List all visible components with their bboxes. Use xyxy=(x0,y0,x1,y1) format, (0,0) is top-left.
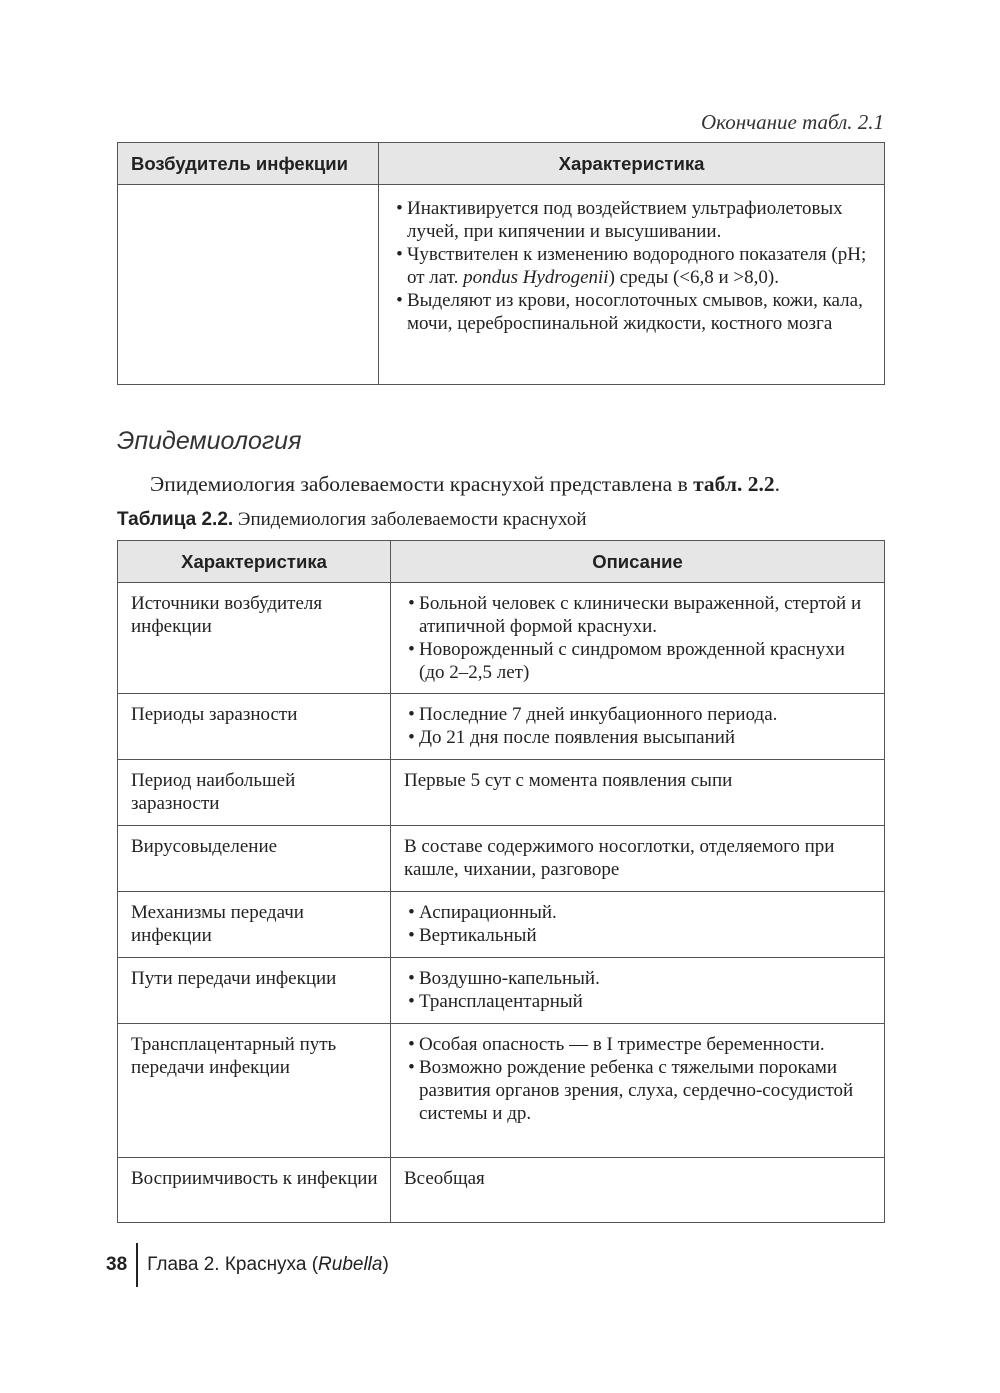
row-description xyxy=(391,892,885,958)
bullet-item: • Возможно рождение ребенка с тяжелыми пороками развития органов зрения, слуха, сердечно-сосудистой системы и др. xyxy=(404,1056,872,1125)
row-label: Источники возбудителя инфекции xyxy=(118,583,391,694)
row-description xyxy=(391,1024,885,1158)
bullet-item: • Аспирационный. xyxy=(404,901,872,924)
bullet-item: • Вертикальный xyxy=(404,924,872,947)
text: ) xyxy=(382,1254,389,1275)
table-2-2 xyxy=(117,540,885,1223)
column-header: Характеристика xyxy=(379,143,885,185)
text: Чувствителен к изменению водородного показателя (pH; от лат. xyxy=(407,244,867,288)
table-header-row xyxy=(118,541,885,583)
table-row xyxy=(118,826,885,892)
column-header: Возбудитель инфекции xyxy=(118,143,379,185)
row-label: Пути передачи инфекции xyxy=(118,958,391,1024)
bullet-item: • Воздушно-капельный. xyxy=(404,967,872,990)
bullet-item xyxy=(392,289,872,335)
table-row xyxy=(118,1024,885,1158)
row-label: Период наибольшей заразности xyxy=(118,760,391,826)
bullet-item: • Новорожденный с синдромом врожденной краснухи (до 2–2,5 лет) xyxy=(404,638,872,684)
bullet-item: • До 21 дня после появления высыпаний xyxy=(404,726,872,749)
row-description xyxy=(391,694,885,760)
table-row xyxy=(118,694,885,760)
bullet-item: • Больной человек с клинически выраженной, стертой и атипичной формой краснухи. xyxy=(404,592,872,638)
row-description: В составе содержимого носоглотки, отделяемого при кашле, чихании, разговоре xyxy=(391,826,885,892)
bullet-item xyxy=(392,243,872,289)
table-continuation-label: Окончание табл. 2.1 xyxy=(701,110,884,134)
table-row xyxy=(118,185,885,385)
table-row xyxy=(118,583,885,694)
bullet-item: • Трансплацентарный xyxy=(404,990,872,1013)
caption-text: Эпидемиология заболеваемости краснухой xyxy=(233,509,587,530)
row-description: Всеобщая xyxy=(391,1158,885,1223)
latin-term: pondus Hydrogenii xyxy=(463,267,609,288)
bullet-item: • Последние 7 дней инкубационного периода. xyxy=(404,703,872,726)
row-label: Вирусовыделение xyxy=(118,826,391,892)
column-header: Характеристика xyxy=(118,541,391,583)
table-row xyxy=(118,958,885,1024)
text: Эпидемиология заболеваемости краснухой представлена в xyxy=(150,472,694,496)
paragraph xyxy=(150,472,780,497)
table-reference: табл. 2.2 xyxy=(693,472,775,496)
text: ) среды (<6,8 и >8,0). xyxy=(608,267,779,288)
section-heading: Эпидемиология xyxy=(117,427,302,455)
row-label: Периоды заразности xyxy=(118,694,391,760)
column-header: Описание xyxy=(391,541,885,583)
text: Выделяют из крови, носоглоточных смывов, кожи, кала, мочи, цереброспинальной жидкости, костного мозга xyxy=(407,290,863,334)
row-description xyxy=(391,958,885,1024)
text: . xyxy=(774,472,780,496)
page-footer xyxy=(106,1243,389,1287)
table-cell xyxy=(379,185,885,385)
table-caption xyxy=(117,509,587,531)
table-row xyxy=(118,1158,885,1223)
table-row xyxy=(118,892,885,958)
table-row xyxy=(118,760,885,826)
page-number: 38 xyxy=(106,1254,128,1275)
row-label: Восприимчивость к инфекции xyxy=(118,1158,391,1223)
table-2-1-continued xyxy=(117,142,885,385)
text: Инактивируется под воздействием ультрафиолетовых лучей, при кипячении и высушивании. xyxy=(407,198,843,242)
latin-name: Rubella xyxy=(318,1254,383,1275)
row-label: Трансплацентарный путь передачи инфекции xyxy=(118,1024,391,1158)
caption-label: Таблица 2.2. xyxy=(117,509,234,530)
divider xyxy=(136,1243,138,1287)
bullet-item xyxy=(392,197,872,243)
bullet-item: • Особая опасность — в I триместре беременности. xyxy=(404,1033,872,1056)
row-description: Первые 5 сут с момента появления сыпи xyxy=(391,760,885,826)
running-title xyxy=(147,1254,389,1276)
row-label: Механизмы передачи инфекции xyxy=(118,892,391,958)
row-description xyxy=(391,583,885,694)
table-header-row xyxy=(118,143,885,185)
table-cell xyxy=(118,185,379,385)
text: Глава 2. Краснуха ( xyxy=(147,1254,319,1275)
